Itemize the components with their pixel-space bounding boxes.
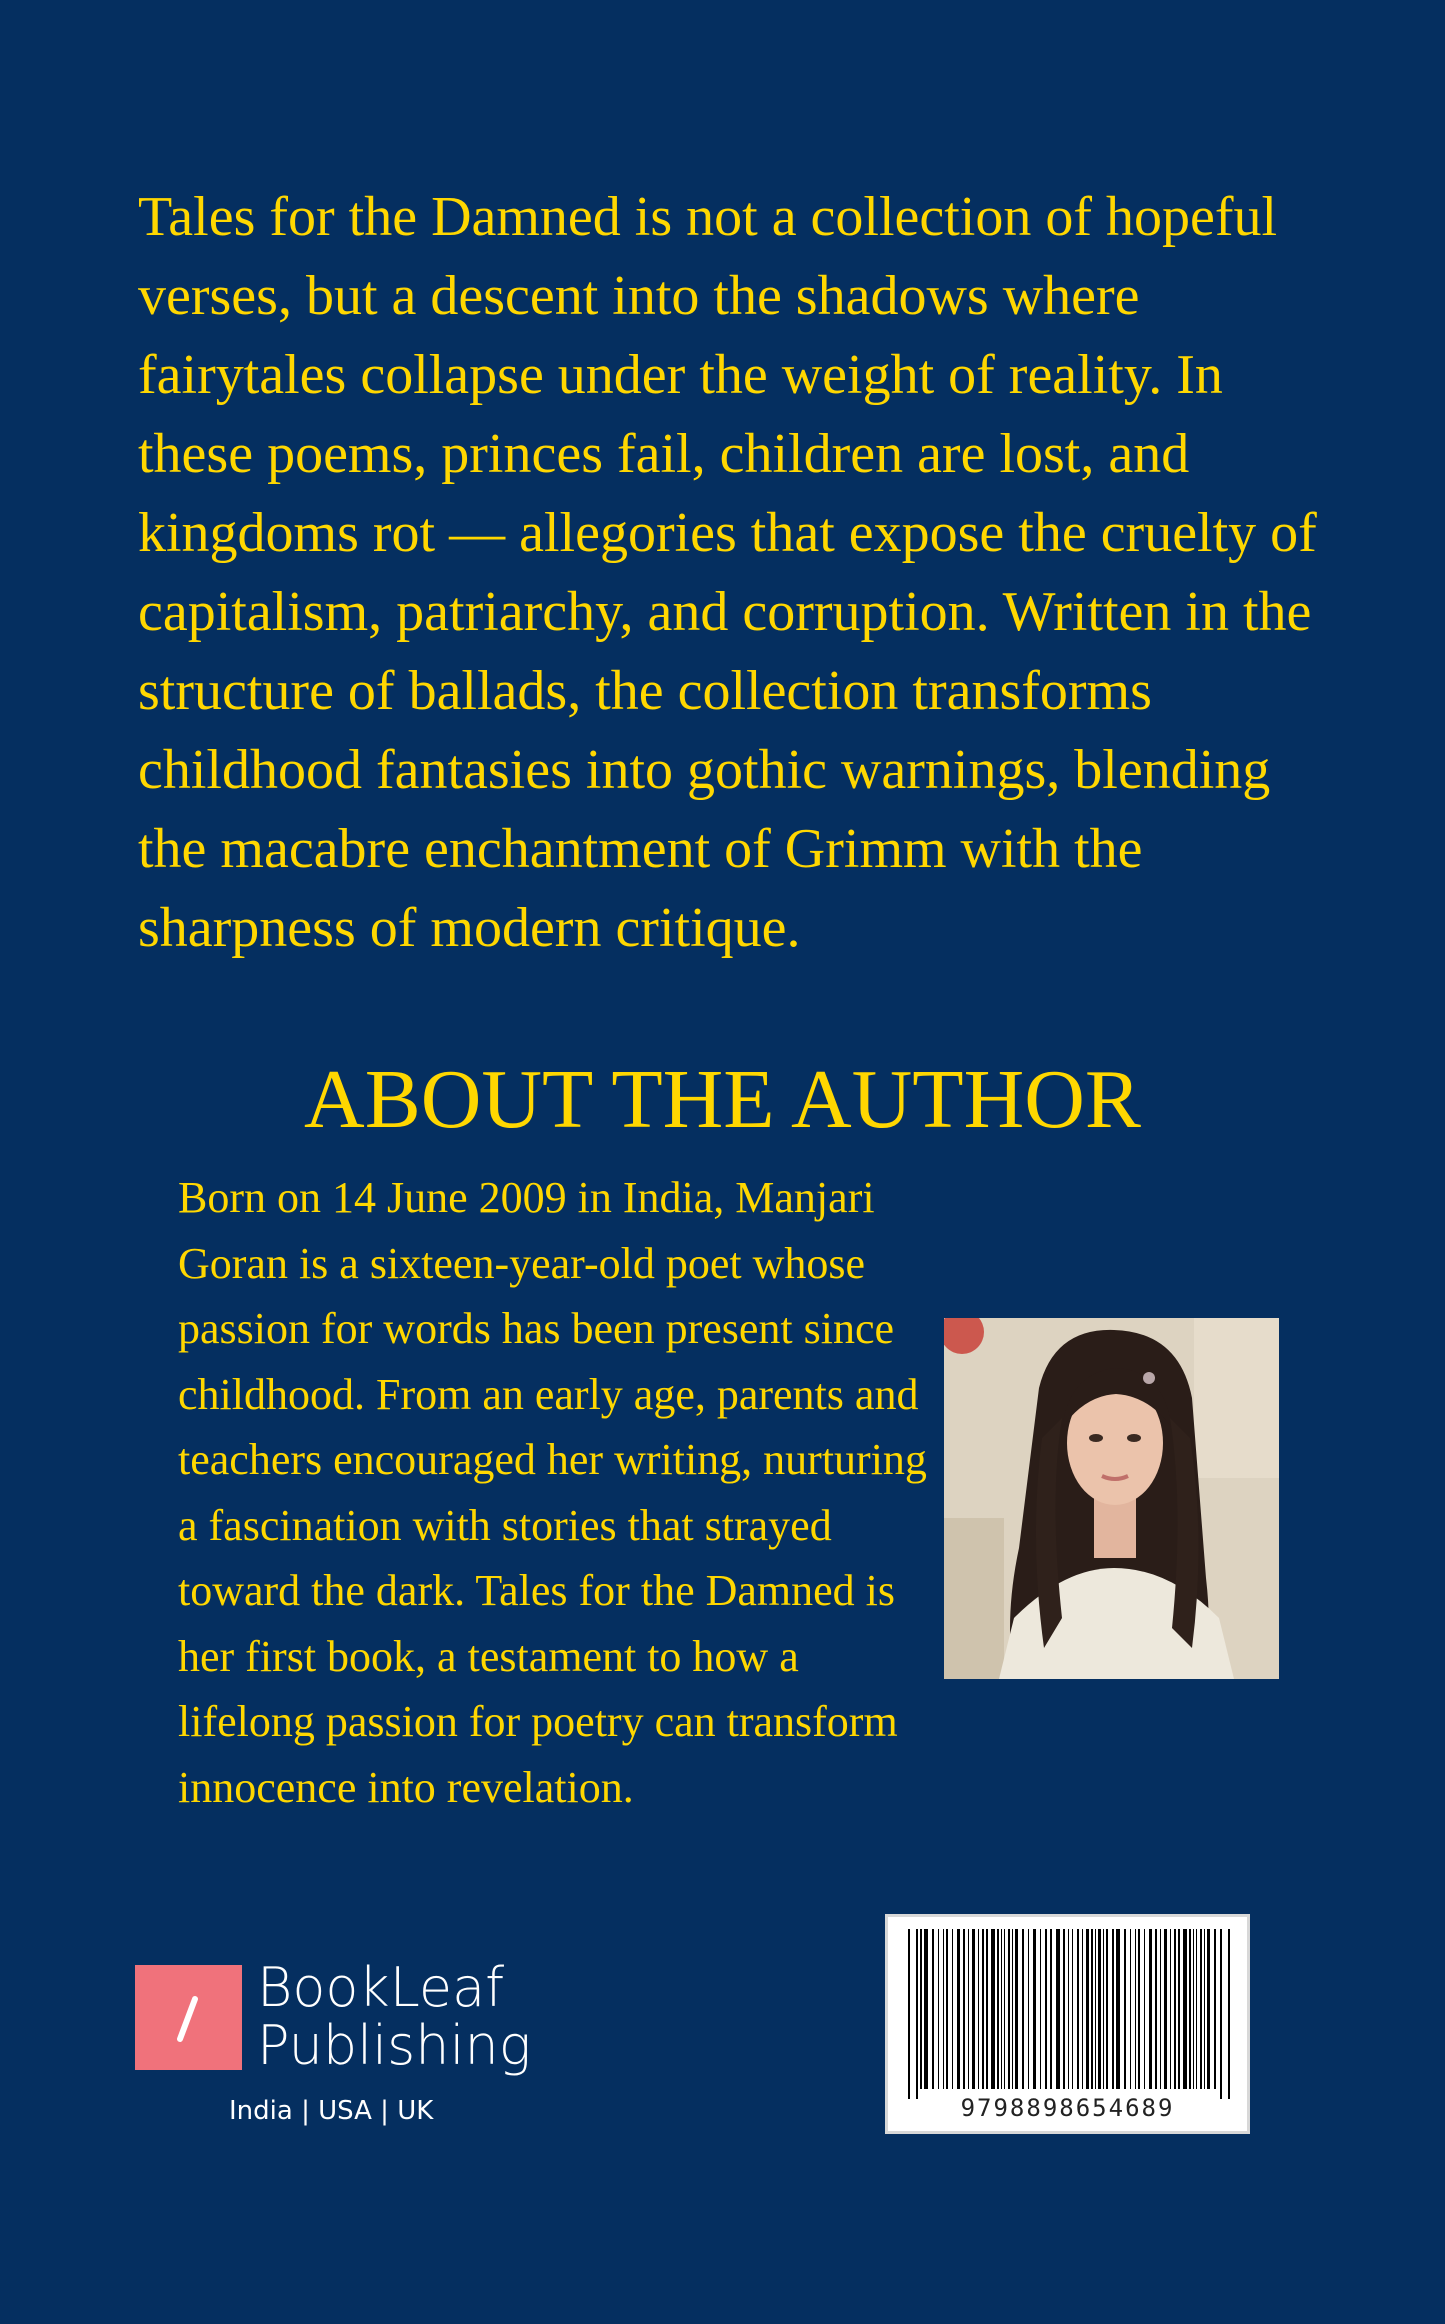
barcode-bar — [1091, 1929, 1093, 2089]
isbn-number: 9798898654689 — [960, 2094, 1175, 2122]
barcode-bar — [908, 1929, 910, 2099]
barcode-bar — [1106, 1929, 1108, 2089]
barcode-bar — [952, 1929, 953, 2089]
barcode-bar — [1056, 1929, 1060, 2089]
barcode-bar — [1130, 1929, 1131, 2089]
barcode-bar — [1004, 1929, 1005, 2089]
barcode-bar — [1112, 1929, 1114, 2089]
barcode-bar — [1015, 1929, 1018, 2089]
barcode-bar — [1116, 1929, 1120, 2089]
barcode-bar — [1063, 1929, 1065, 2089]
barcode-bar — [920, 1929, 922, 2089]
about-author-heading: ABOUT THE AUTHOR — [304, 1053, 1141, 1146]
barcode-bar — [1124, 1929, 1126, 2089]
slash-logo-icon — [135, 1965, 242, 2070]
barcode-bar — [972, 1929, 975, 2089]
barcode-bar — [1170, 1929, 1171, 2089]
barcode-bar — [997, 1929, 999, 2089]
publisher-name-line2: Publishing — [257, 2014, 532, 2077]
barcode-bar — [982, 1929, 984, 2089]
barcode-bar — [968, 1929, 969, 2089]
barcode-bar — [1001, 1929, 1002, 2089]
barcode-bar — [978, 1929, 979, 2089]
barcode-bar — [957, 1929, 960, 2089]
barcode-bar — [1149, 1929, 1152, 2089]
isbn-barcode — [885, 1914, 1250, 2134]
barcode-bar — [1012, 1929, 1013, 2089]
author-photo — [944, 1318, 1279, 1679]
barcode-bar — [1155, 1929, 1157, 2089]
barcode-bar — [1196, 1929, 1197, 2089]
barcode-bar — [938, 1929, 939, 2089]
barcode-bar — [1098, 1929, 1101, 2089]
barcode-bar — [946, 1929, 948, 2089]
barcode-bar — [1174, 1929, 1176, 2089]
barcode-bar — [986, 1929, 988, 2089]
barcode-bar — [1077, 1929, 1079, 2089]
barcode-bar — [1068, 1929, 1069, 2089]
barcode-bar — [943, 1929, 944, 2089]
barcode-bar — [1022, 1929, 1024, 2089]
barcode-bar — [1072, 1929, 1073, 2089]
barcode-bar — [1193, 1929, 1194, 2089]
barcode-bar — [1228, 1929, 1230, 2099]
barcode-bar — [1082, 1929, 1083, 2089]
barcode-bar — [1095, 1929, 1096, 2089]
barcode-bar — [924, 1929, 928, 2089]
barcode-bar — [1214, 1929, 1216, 2089]
barcode-bar — [1028, 1929, 1029, 2089]
barcode-bar — [1144, 1929, 1145, 2089]
barcode-bar — [1008, 1929, 1010, 2089]
book-blurb: Tales for the Damned is not a collection of hopeful verses, but a descent into the shadows where fairytales collapse under the weight of reality. In these poems, princes fail, children are lost, and kingdoms rot — allegories that expose the cruelty of capitalism, patriarchy, and corruption. Written in the structure of ballads, the collection transforms childhood fantasies into gothic warnings, blending the macabre enchantment of Grimm with the sharpness of modern critique. — [138, 186, 1317, 959]
publisher-name-line1: BookLeaf — [257, 1956, 505, 2019]
barcode-bar — [1138, 1929, 1140, 2089]
author-bio: Born on 14 June 2009 in India, Manjari Goran is a sixteen-year-old poet whose passion for words has been present since childhood. From an early age, parents and teachers encouraged her writing, nurturing a fascination with stories that strayed toward the dark. Tales for the Damned is her first book, a testament to how a lifelong passion for poetry can transform innocence into revelation. — [178, 1173, 927, 1812]
barcode-bar — [1086, 1929, 1089, 2089]
barcode-bar — [1164, 1929, 1167, 2089]
barcode-bar — [1135, 1929, 1136, 2089]
barcode-bar — [963, 1929, 965, 2089]
barcode-bar — [991, 1929, 995, 2089]
barcode-bar — [1103, 1929, 1104, 2089]
barcode-bar — [1033, 1929, 1036, 2089]
barcode-bar — [1220, 1929, 1222, 2099]
barcode-bar — [1160, 1929, 1161, 2089]
barcode-bar — [1189, 1929, 1191, 2089]
barcode-bar — [1050, 1929, 1052, 2089]
barcode-bar — [1040, 1929, 1041, 2089]
publisher-name — [257, 1956, 532, 2077]
barcode-bar — [1183, 1929, 1187, 2089]
barcode-bar — [932, 1929, 934, 2089]
barcode-bar — [1045, 1929, 1047, 2089]
barcode-bar — [916, 1929, 918, 2099]
barcode-bar — [1207, 1929, 1210, 2089]
barcode-bar — [1204, 1929, 1205, 2089]
barcode-bar — [1178, 1929, 1180, 2089]
barcode-bar — [1200, 1929, 1202, 2089]
publisher-regions: India | USA | UK — [229, 2096, 434, 2126]
